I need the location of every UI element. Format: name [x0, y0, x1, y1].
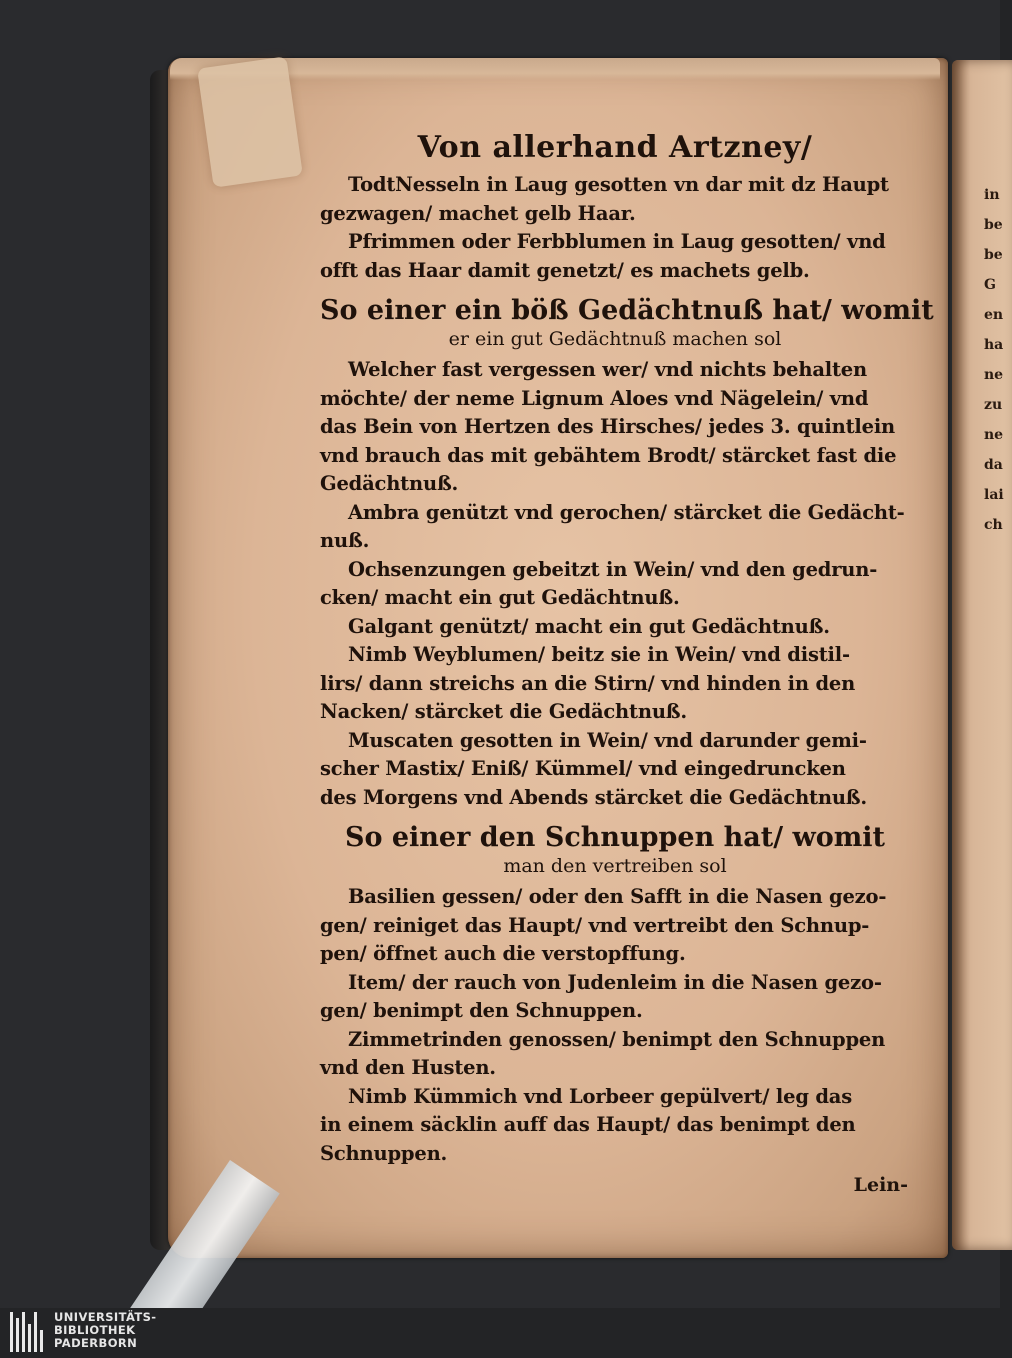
- text-line: Pfrimmen oder Ferbblumen in Laug gesotten/ vnd: [348, 230, 886, 253]
- text-line: vnd brauch das mit gebähtem Brodt/ stärcket fast die: [320, 443, 897, 467]
- facing-page-fragment: ne: [984, 427, 1004, 443]
- section-heading-gedaechtnuss: So einer ein böß Gedächtnuß hat/ womit: [320, 295, 934, 326]
- facing-page-fragment: in: [984, 187, 1000, 203]
- text-line: gen/ reiniget das Haupt/ vnd vertreibt den Schnup-: [320, 913, 870, 937]
- library-logo-text: [54, 1311, 156, 1350]
- text-line: das Bein von Hertzen des Hirsches/ jedes 3. quintlein: [320, 415, 896, 438]
- text-line: Nacken/ stärcket die Gedächtnuß.: [320, 700, 688, 723]
- section-subheading-schnuppen: man den vertreiben sol: [503, 855, 727, 877]
- text-line: vnd den Husten.: [320, 1056, 496, 1079]
- logo-line-3: PADERBORN: [54, 1336, 138, 1350]
- text-line: in einem säcklin auff das Haupt/ das benimpt den: [320, 1113, 856, 1136]
- paragraph-block-memory: [320, 356, 910, 812]
- facing-page-text: [984, 180, 1004, 540]
- text-line: Galgant genützt/ macht ein gut Gedächtnuß.: [348, 614, 830, 638]
- text-line: TodtNesseln in Laug gesotten vn dar mit dz Haupt: [348, 173, 889, 196]
- library-logo-icon: [10, 1312, 46, 1352]
- text-line: lirs/ dann streichs an die Stirn/ vnd hinden in den: [320, 671, 856, 695]
- page-text-block: [320, 130, 934, 1196]
- page-damage: [197, 56, 303, 187]
- catchword: Lein-: [853, 1174, 908, 1196]
- text-line: Nimb Kümmich vnd Lorbeer gepülvert/ leg das: [348, 1084, 853, 1108]
- facing-page-fragment: G: [984, 277, 996, 293]
- facing-page-fragment: ha: [984, 337, 1004, 353]
- facing-page-fragment: be: [984, 247, 1003, 263]
- facing-page-fragment: ch: [984, 517, 1003, 533]
- text-line: Nimb Weyblumen/ beitz sie in Wein/ vnd distil-: [348, 643, 850, 666]
- logo-line-2: BIBLIOTHEK: [54, 1323, 136, 1337]
- facing-page-fragment: ne: [984, 367, 1004, 383]
- text-line: gen/ benimpt den Schnuppen.: [320, 999, 643, 1022]
- facing-page-fragment: lai: [984, 487, 1004, 503]
- facing-page-fragment: da: [984, 457, 1003, 473]
- text-line: Muscaten gesotten in Wein/ vnd darunder gemi-: [348, 728, 867, 752]
- text-line: scher Mastix/ Eniß/ Kümmel/ vnd eingedruncken: [320, 757, 846, 780]
- text-line: pen/ öffnet auch die verstopffung.: [320, 942, 686, 965]
- facing-page-fragment: zu: [984, 397, 1003, 413]
- paragraph-block-hair: [320, 171, 910, 285]
- text-line: Welcher fast vergessen wer/ vnd nichts behalten: [348, 358, 867, 381]
- text-line: des Morgens vnd Abends stärcket die Gedächtnuß.: [320, 785, 868, 809]
- section-subheading-gedaechtnuss: er ein gut Gedächtnuß machen sol: [448, 328, 782, 350]
- text-line: offt das Haar damit genetzt/ es machets gelb.: [320, 258, 810, 282]
- text-line: Basilien gessen/ oder den Safft in die Nasen gezo-: [348, 885, 887, 908]
- section-heading-artzney: Von allerhand Artzney/: [417, 130, 813, 165]
- logo-line-1: UNIVERSITÄTS-: [54, 1310, 157, 1324]
- text-line: Zimmetrinden genossen/ benimpt den Schnuppen: [348, 1027, 886, 1051]
- text-line: Ochsenzungen gebeitzt in Wein/ vnd den gedrun-: [348, 557, 878, 581]
- paragraph-block-cold: [320, 883, 910, 1168]
- text-line: cken/ macht ein gut Gedächtnuß.: [320, 586, 680, 609]
- facing-page-fragment: be: [984, 217, 1003, 233]
- section-heading-schnuppen: So einer den Schnuppen hat/ womit: [344, 822, 886, 853]
- text-line: Gedächtnuß.: [320, 472, 459, 495]
- text-line: Ambra genützt vnd gerochen/ stärcket die Gedächt-: [348, 500, 905, 524]
- text-line: Schnuppen.: [320, 1141, 448, 1165]
- facing-page-fragment: en: [984, 307, 1004, 323]
- text-line: Item/ der rauch von Judenleim in die Nasen gezo-: [348, 970, 882, 994]
- text-line: nuß.: [320, 529, 370, 552]
- text-line: möchte/ der neme Lignum Aloes vnd Nägelein/ vnd: [320, 386, 869, 410]
- text-line: gezwagen/ machet gelb Haar.: [320, 201, 636, 225]
